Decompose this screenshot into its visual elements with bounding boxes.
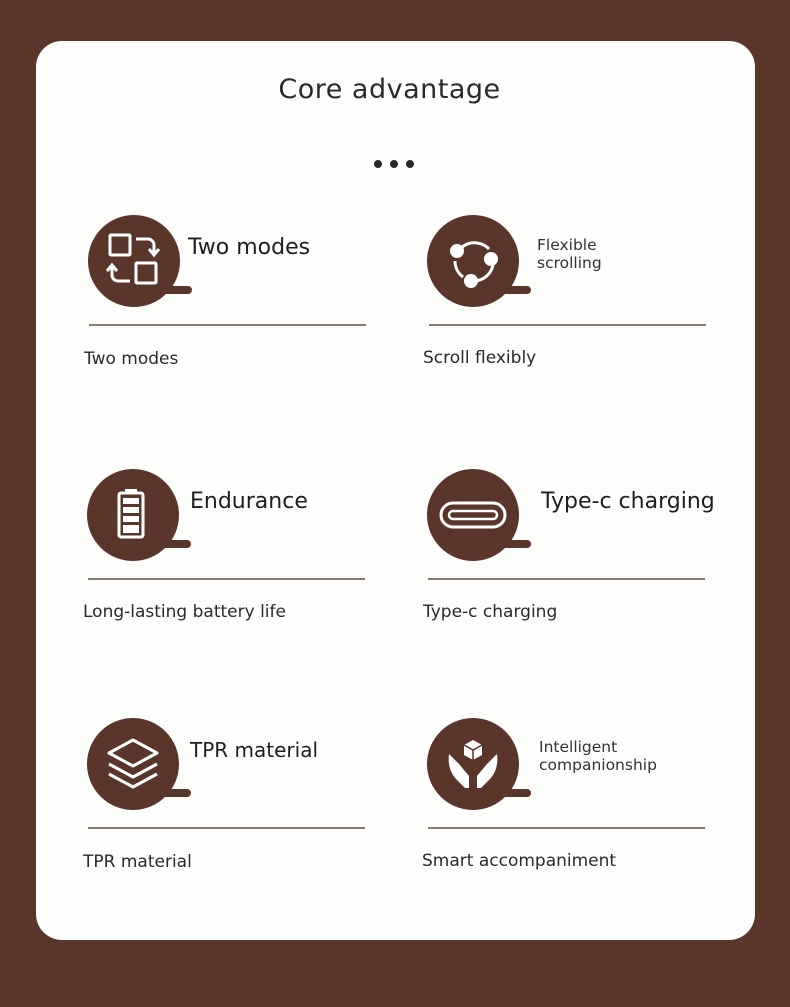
heading-line: Intelligent <box>539 738 618 756</box>
heading-line: companionship <box>539 756 657 774</box>
feature-caption: Long-lasting battery life <box>83 602 286 622</box>
dot <box>390 160 398 168</box>
divider <box>428 578 705 580</box>
feature-heading <box>537 236 602 272</box>
usb-c-port-icon <box>427 469 519 561</box>
feature-caption: Type-c charging <box>423 602 558 622</box>
divider <box>429 324 706 326</box>
feature-caption: TPR material <box>83 852 192 872</box>
divider <box>428 827 705 829</box>
icon-badge <box>427 469 537 564</box>
feature-heading: Type-c charging <box>541 489 715 514</box>
feature-caption: Scroll flexibly <box>423 348 537 368</box>
icon-badge <box>427 215 537 310</box>
page-title: Core advantage <box>278 74 501 105</box>
dot <box>406 160 414 168</box>
divider <box>89 324 366 326</box>
divider <box>88 578 365 580</box>
heading-line: scrolling <box>537 254 602 272</box>
heading-line: Flexible <box>537 236 597 254</box>
swap-modes-icon <box>88 215 180 307</box>
dot <box>374 160 382 168</box>
share-nodes-icon <box>427 215 519 307</box>
battery-icon <box>87 469 179 561</box>
feature-heading <box>539 738 657 774</box>
feature-heading: TPR material <box>190 738 319 762</box>
feature-heading: Two modes <box>188 235 311 260</box>
icon-badge <box>87 469 197 564</box>
divider <box>88 827 365 829</box>
feature-caption: Smart accompaniment <box>422 851 617 871</box>
feature-caption: Two modes <box>84 349 179 369</box>
icon-badge <box>427 718 537 813</box>
layers-icon <box>87 718 179 810</box>
icon-badge <box>88 215 198 310</box>
hands-holding-box-icon <box>427 718 519 810</box>
feature-heading: Endurance <box>190 489 308 514</box>
icon-badge <box>87 718 197 813</box>
